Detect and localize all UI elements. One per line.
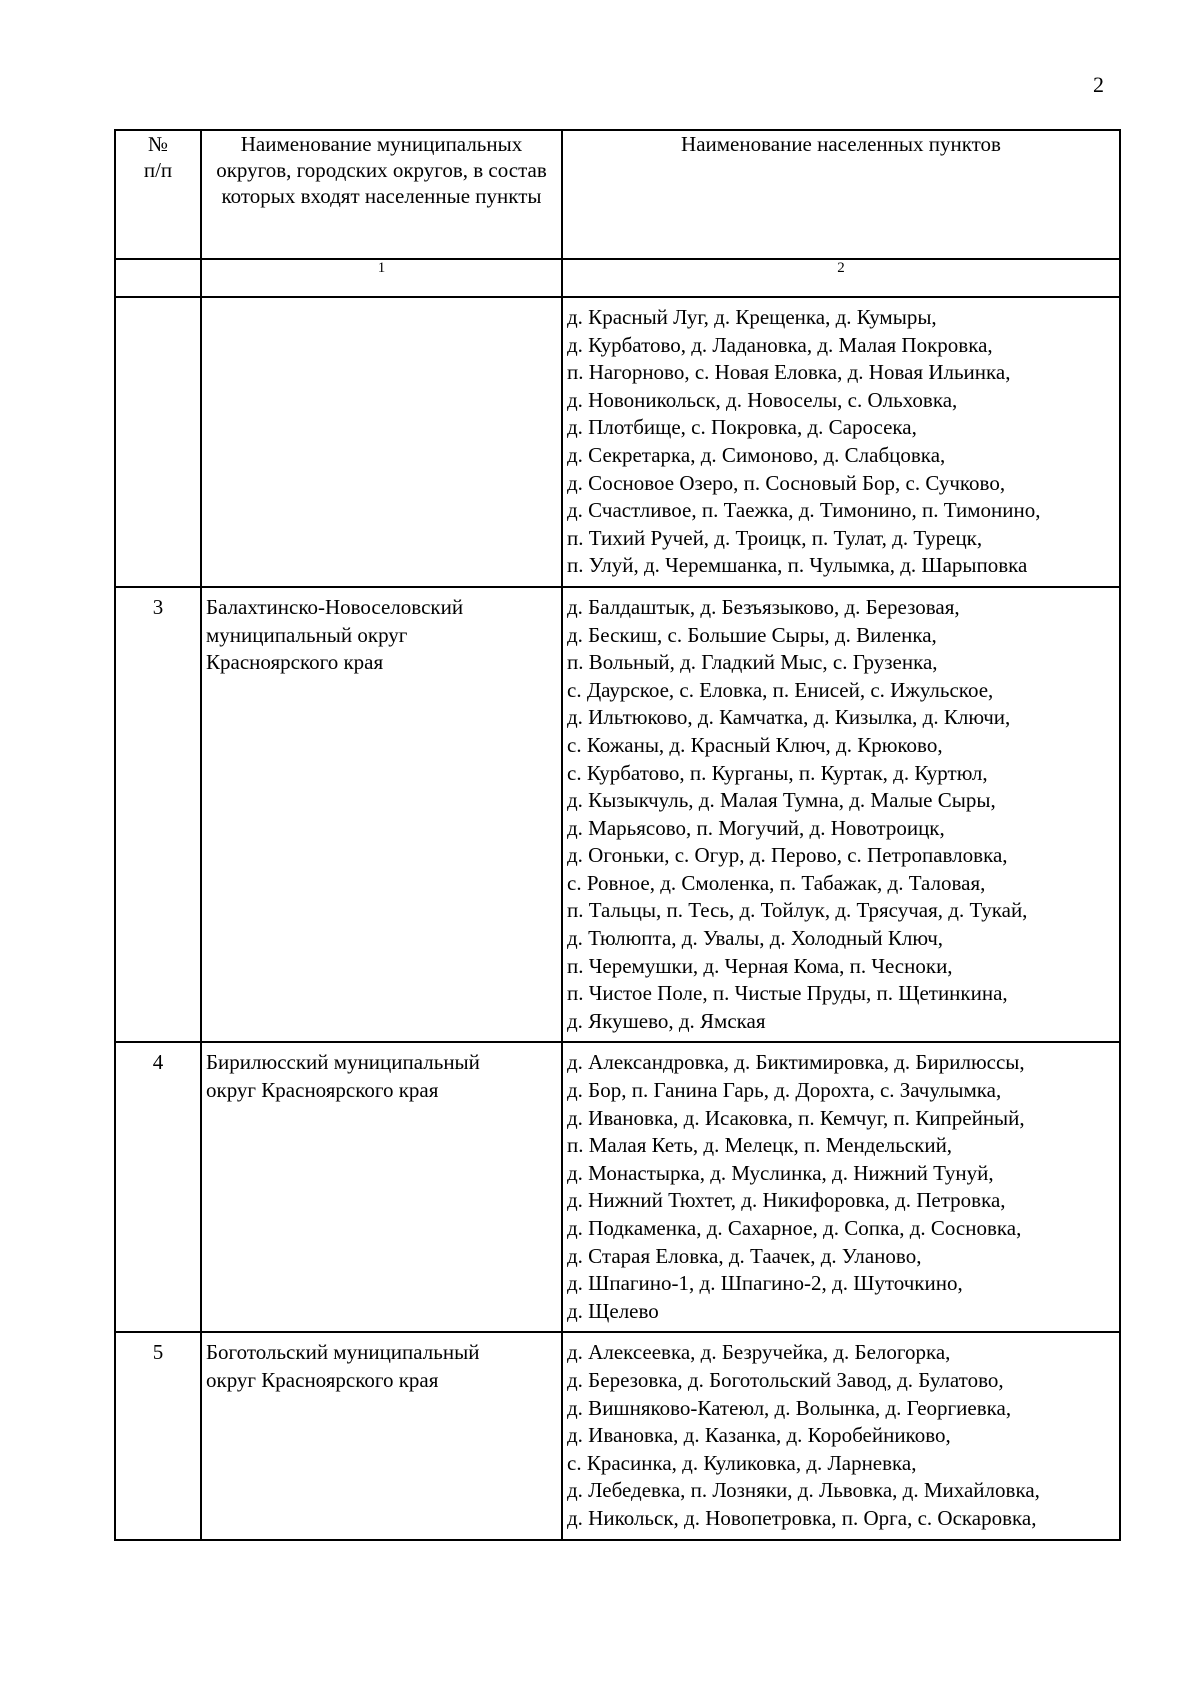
page-number: 2 <box>1093 72 1104 97</box>
header-places: Наименование населенных пунктов <box>562 130 1120 259</box>
row-number: 3 <box>115 587 201 1043</box>
header-number: № п/п <box>115 130 201 259</box>
settlements-list: д. Красный Луг, д. Крещенка, д. Кумыры, д. Курбатово, д. Ладановка, д. Малая Покровка, п. Нагорново, с. Новая Еловка, д. Новая Ильинка, д. Новоникольск, д. Новоселы, с. Ольховка, д. Плотбище, с. Покровка, д. Саросека, д. Секретарка, д. Симоново, д. Слабцовка, д. Сосновое Озеро, п. Сосновый Бор, с. Сучково, д. Счастливое, п. Таежка, д. Тимонино, п. Тимонино, п. Тихий Ручей, д. Троицк, п. Тулат, д. Турецк, п. Улуй, д. Черемшанка, п. Чулымка, д. Шарыповка <box>562 297 1120 587</box>
row-number: 5 <box>115 1332 201 1539</box>
okrug-name: Балахтинско-Новоселовский муниципальный округ Красноярского края <box>201 587 562 1043</box>
okrug-name <box>201 297 562 587</box>
table-row <box>115 297 1120 587</box>
row-number <box>115 297 201 587</box>
table-row <box>115 1332 1120 1539</box>
table-row <box>115 1042 1120 1332</box>
settlements-list: д. Алексеевка, д. Безручейка, д. Белогорка, д. Березовка, д. Боготольский Завод, д. Булатово, д. Вишняково-Катеюл, д. Волынка, д. Георгиевка, д. Ивановка, д. Казанка, д. Коробейниково, с. Красинка, д. Куликовка, д. Ларневка, д. Лебедевка, п. Лозняки, д. Львовка, д. Михайловка, д. Никольск, д. Новопетровка, п. Орга, с. Оскаровка, <box>562 1332 1120 1539</box>
index-cell-2: 2 <box>562 259 1120 297</box>
header-okrug: Наименование муниципальных округов, городских округов, в состав которых входят населенные пункты <box>201 130 562 259</box>
settlements-list: д. Александровка, д. Биктимировка, д. Бирилюссы, д. Бор, п. Ганина Гарь, д. Дорохта, с. Зачулымка, д. Ивановка, д. Исаковка, п. Кемчуг, п. Кипрейный, п. Малая Кеть, д. Мелецк, п. Мендельский, д. Монастырка, д. Муслинка, д. Нижний Тунуй, д. Нижний Тюхтет, д. Никифоровка, д. Петровка, д. Подкаменка, д. Сахарное, д. Сопка, д. Сосновка, д. Старая Еловка, д. Таачек, д. Уланово, д. Шпагино-1, д. Шпагино-2, д. Шуточкино, д. Щелево <box>562 1042 1120 1332</box>
column-index-row <box>115 259 1120 297</box>
settlements-table <box>114 129 1121 1541</box>
table-header-row <box>115 130 1120 259</box>
row-number: 4 <box>115 1042 201 1332</box>
index-cell-empty <box>115 259 201 297</box>
settlements-list: д. Балдаштык, д. Безъязыково, д. Березовая, д. Бескиш, с. Большие Сыры, д. Виленка, п. Вольный, д. Гладкий Мыс, с. Грузенка, с. Даурское, с. Еловка, п. Енисей, с. Ижульское, д. Ильтюково, д. Камчатка, д. Кизылка, д. Ключи, с. Кожаны, д. Красный Ключ, д. Крюково, с. Курбатово, п. Курганы, п. Куртак, д. Куртюл, д. Кызыкчуль, д. Малая Тумна, д. Малые Сыры, д. Марьясово, п. Могучий, д. Новотроицк, д. Огоньки, с. Огур, д. Перово, с. Петропавловка, с. Ровное, д. Смоленка, п. Табажак, д. Таловая, п. Тальцы, п. Тесь, д. Тойлук, д. Трясучая, д. Тукай, д. Тюлюпта, д. Увалы, д. Холодный Ключ, п. Черемушки, д. Черная Кома, п. Чесноки, п. Чистое Поле, п. Чистые Пруды, п. Щетинкина, д. Якушево, д. Ямская <box>562 587 1120 1043</box>
table-row <box>115 587 1120 1043</box>
okrug-name: Бирилюсский муниципальный округ Красноярского края <box>201 1042 562 1332</box>
okrug-name: Боготольский муниципальный округ Красноярского края <box>201 1332 562 1539</box>
index-cell-1: 1 <box>201 259 562 297</box>
